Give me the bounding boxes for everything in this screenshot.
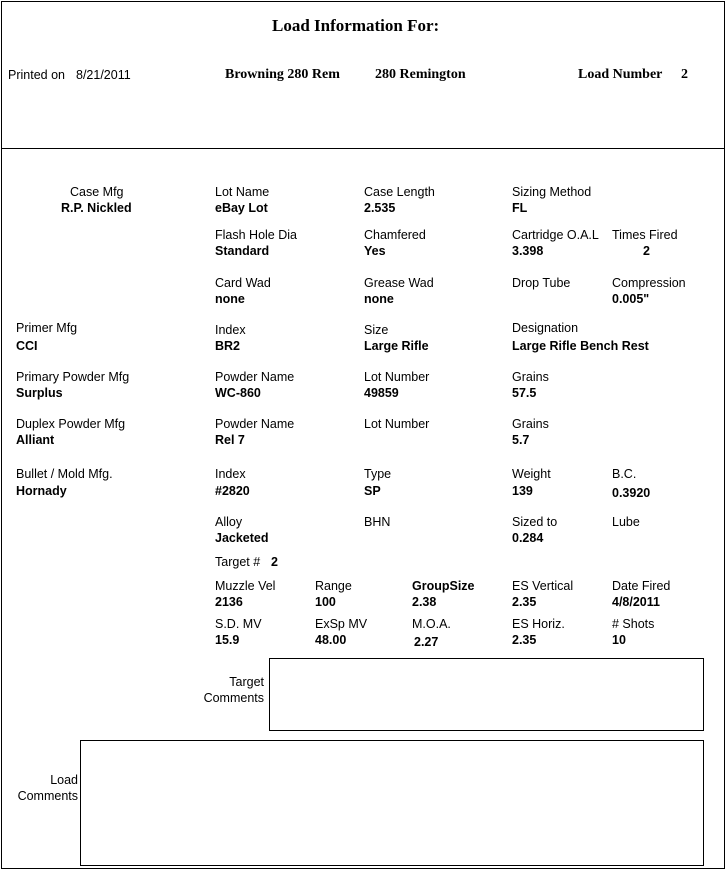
lot-name-label: Lot Name (215, 185, 270, 199)
primary-powder-lot-value: 49859 (364, 386, 399, 400)
bhn-label: BHN (364, 515, 391, 529)
printed-date: 8/21/2011 (76, 68, 131, 82)
bullet-weight-label: Weight (512, 467, 551, 481)
bullet-weight-value: 139 (512, 484, 533, 498)
primer-mfg-label: Primer Mfg (16, 321, 78, 335)
times-fired-label: Times Fired (612, 228, 678, 242)
shots-label: # Shots (612, 617, 655, 631)
primary-grains-value: 57.5 (512, 386, 537, 400)
primer-size-label: Size (364, 323, 389, 337)
alloy-label: Alloy (215, 515, 243, 529)
es-horiz-label: ES Horiz. (512, 617, 565, 631)
report-title: Load Information For: (272, 16, 440, 35)
shots-value: 10 (612, 633, 626, 647)
compression-label: Compression (612, 276, 686, 290)
cartridge-oal-value: 3.398 (512, 244, 544, 258)
case-mfg-label: Case Mfg (70, 185, 124, 199)
bullet-mfg-value: Hornady (16, 484, 67, 498)
load-comments-box (80, 740, 704, 866)
rifle-name: Browning 280 Rem (225, 67, 340, 82)
es-horiz-value: 2.35 (512, 633, 537, 647)
primary-powder-mfg-label: Primary Powder Mfg (16, 370, 130, 384)
card-wad-label: Card Wad (215, 276, 271, 290)
cartridge-oal-label: Cartridge O.A.L (512, 228, 599, 242)
chamfered-value: Yes (364, 244, 386, 258)
primary-powder-lot-label: Lot Number (364, 370, 430, 384)
es-vertical-label: ES Vertical (512, 579, 574, 593)
primary-powder-name-value: WC-860 (215, 386, 261, 400)
bullet-index-label: Index (215, 467, 246, 481)
sd-mv-value: 15.9 (215, 633, 240, 647)
sized-to-label: Sized to (512, 515, 558, 529)
sized-to-value: 0.284 (512, 531, 544, 545)
duplex-powder-mfg-label: Duplex Powder Mfg (16, 417, 126, 431)
target-number-value: 2 (271, 555, 278, 569)
primer-mfg-value: CCI (16, 339, 38, 353)
lube-label: Lube (612, 515, 640, 529)
date-fired-label: Date Fired (612, 579, 671, 593)
primer-size-value: Large Rifle (364, 339, 429, 353)
muzzle-vel-label: Muzzle Vel (215, 579, 276, 593)
duplex-powder-name-value: Rel 7 (215, 433, 245, 447)
header-divider (1, 148, 725, 149)
grease-wad-label: Grease Wad (364, 276, 434, 290)
sd-mv-label: S.D. MV (215, 617, 262, 631)
exsp-mv-label: ExSp MV (315, 617, 368, 631)
chamfered-label: Chamfered (364, 228, 426, 242)
primer-index-value: BR2 (215, 339, 241, 353)
load-number-label: Load Number (578, 67, 663, 82)
load-comments-label-line2: Comments (17, 789, 78, 803)
load-number: 2 (681, 67, 688, 82)
times-fired-value: 2 (643, 244, 650, 258)
designation-value: Large Rifle Bench Rest (512, 339, 649, 353)
cartridge-name: 280 Remington (375, 67, 466, 82)
exsp-mv-value: 48.00 (315, 633, 347, 647)
moa-value: 2.27 (414, 635, 439, 649)
case-length-value: 2.535 (364, 201, 396, 215)
case-length-label: Case Length (364, 185, 435, 199)
target-number-label: Target # (215, 555, 261, 569)
moa-label: M.O.A. (412, 617, 451, 631)
es-vertical-value: 2.35 (512, 595, 537, 609)
bullet-mfg-label: Bullet / Mold Mfg. (16, 467, 113, 481)
bc-value: 0.3920 (612, 486, 651, 500)
target-comments-box (269, 658, 704, 731)
bc-label: B.C. (612, 467, 637, 481)
flash-hole-label: Flash Hole Dia (215, 228, 297, 242)
load-comments-label-line1: Load (50, 773, 78, 787)
muzzle-vel-value: 2136 (215, 595, 243, 609)
primary-powder-mfg-value: Surplus (16, 386, 63, 400)
grease-wad-value: none (364, 292, 394, 306)
target-comments-label-line2: Comments (203, 691, 264, 705)
group-size-label: GroupSize (412, 579, 475, 593)
printed-on-label: Printed on (8, 68, 65, 82)
bullet-type-value: SP (364, 484, 381, 498)
primary-powder-name-label: Powder Name (215, 370, 295, 384)
report-page (1, 1, 725, 869)
case-mfg-value: R.P. Nickled (61, 201, 132, 215)
bullet-index-value: #2820 (215, 484, 250, 498)
primary-grains-label: Grains (512, 370, 549, 384)
sizing-method-value: FL (512, 201, 528, 215)
alloy-value: Jacketed (215, 531, 269, 545)
designation-label: Designation (512, 321, 579, 335)
duplex-grains-label: Grains (512, 417, 549, 431)
duplex-grains-value: 5.7 (512, 433, 530, 447)
group-size-value: 2.38 (412, 595, 437, 609)
sizing-method-label: Sizing Method (512, 185, 592, 199)
lot-name-value: eBay Lot (215, 201, 268, 215)
target-comments-label-line1: Target (229, 675, 264, 689)
flash-hole-value: Standard (215, 244, 270, 258)
compression-value: 0.005" (612, 292, 650, 306)
bullet-type-label: Type (364, 467, 392, 481)
duplex-powder-lot-label: Lot Number (364, 417, 430, 431)
range-value: 100 (315, 595, 336, 609)
card-wad-value: none (215, 292, 245, 306)
duplex-powder-mfg-value: Alliant (16, 433, 55, 447)
primer-index-label: Index (215, 323, 246, 337)
date-fired-value: 4/8/2011 (612, 595, 660, 609)
range-label: Range (315, 579, 352, 593)
duplex-powder-name-label: Powder Name (215, 417, 295, 431)
drop-tube-label: Drop Tube (512, 276, 571, 290)
